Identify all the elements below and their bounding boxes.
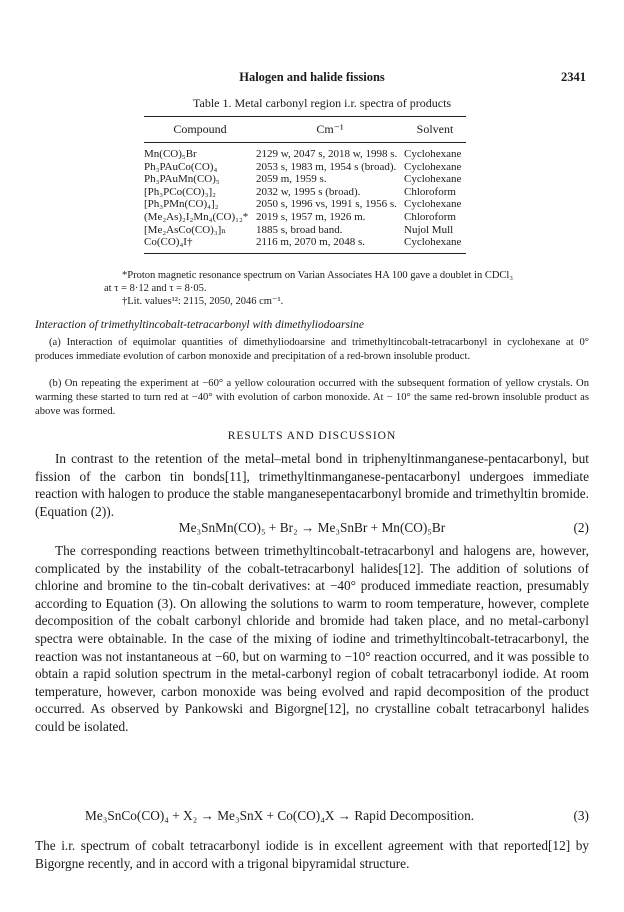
table-row [144, 161, 466, 174]
table-row [144, 186, 466, 199]
solvent-cell: Nujol Mull [404, 223, 454, 236]
equation-expression: Me₃SnCo(CO)₄ + X₂ → Me₃SnX + Co(CO)₄X → Rapid Decomposition. [85, 808, 475, 823]
table-caption: Table 1. Metal carbonyl region i.r. spectra of products [193, 96, 452, 110]
wavenumber-cell: 2116 m, 2070 m, 2048 s. [256, 236, 404, 253]
body-paragraph: The corresponding reactions between trimethyltincobalt-tetracarbonyl and halogens are, however, complicated by the instability of the cobalt-tetracarbonyl halides[12]. The addition of solutions of chlorine and bromine to the tin-cobalt derivatives: at −40° produced immediate reaction, presumably according to Equation (3). On allowing the solutions to warm to room temperature, however, complete decomposition of the cobalt carbonyl chloride and bromide had taken place, and no metal-carbonyl spectra were obtainable. In the case of the mixing of iodine and trimethyltincobalt-tetracarbonyl, the reaction was not instantaneous at −60, but on warming to −10° reaction occurred, and it was possible to obtain a rapid solution spectrum in the metal-carbonyl region of cobalt tetracarbonyl iodide. At room temperature, however, carbon monoxide was being evolved and rapid decomposition of the product occurred. As observed by Pankowski and Bigorgne[12], no crystalline cobalt tetracarbonyl halides could be isolated. [35, 543, 589, 734]
solvent-cell: Cyclohexane [404, 148, 462, 160]
compound-cell: Ph₃PAuCo(CO)₄ [144, 160, 218, 173]
table-row [144, 236, 466, 253]
compound-cell: [Ph₃PCo(CO)₃]₂ [144, 185, 217, 198]
wavenumber-cell: 2032 w, 1995 s (broad). [256, 185, 361, 198]
column-header-compound: Compound [144, 117, 256, 143]
compound-cell: [Me₂AsCo(CO)₃]ₙ [144, 223, 227, 236]
wavenumber-cell: 2129 w, 2047 s, 2018 w, 1998 s. [256, 148, 398, 160]
experiment-paragraph-b: (b) On repeating the experiment at −60° a yellow colouration occurred with the subsequent formation of yellow crystals. On warming these started to turn red at −40° with evolution of carbon monoxide. At − 10° the same red-brown insoluble product as above was formed. [35, 378, 589, 417]
ir-spectra-table [144, 116, 466, 254]
wavenumber-cell: 2050 s, 1996 vs, 1991 s, 1956 s. [256, 198, 397, 211]
table-row [144, 224, 466, 237]
page-number: 2341 [561, 70, 586, 84]
solvent-cell: Cyclohexane [404, 160, 462, 173]
solvent-cell: Chloroform [404, 185, 456, 198]
experiment-paragraph-a: (a) Interaction of equimolar quantities of dimethyliodoarsine and trimethyltincobalt-tetracarbonyl in cyclohexane at 0° produces immediate evolution of carbon monoxide and precipitation of a red-brown insoluble product. [35, 337, 589, 362]
table-row [144, 198, 466, 211]
table-row [144, 143, 466, 161]
running-head-title: Halogen and halide fissions [239, 70, 385, 84]
experimental-subheading: Interaction of trimethyltincobalt-tetracarbonyl with dimethyliodoarsine [35, 319, 364, 331]
compound-cell: Mn(CO)₅Br [144, 148, 197, 160]
solvent-cell: Chloroform [404, 210, 456, 223]
solvent-cell: Cyclohexane [404, 236, 466, 253]
table-footnote-literature: †Lit. values¹²: 2115, 2050, 2046 cm⁻¹. [122, 296, 284, 307]
wavenumber-cell: 1885 s, broad band. [256, 223, 343, 236]
table-row [144, 211, 466, 224]
body-paragraph: The i.r. spectrum of cobalt tetracarbonyl iodide is in excellent agreement with that reported[12] by Bigorgne recently, and in accord with a trigonal bipyramidal structure. [35, 838, 589, 871]
section-heading: RESULTS AND DISCUSSION [227, 430, 397, 442]
solvent-cell: Cyclohexane [404, 198, 462, 211]
wavenumber-cell: 2019 s, 1957 m, 1926 m. [256, 210, 366, 223]
compound-cell: Co(CO)₄I† [144, 236, 256, 253]
column-header-solvent: Solvent [404, 117, 466, 143]
compound-cell: (Me₂As)₂I₂Mn₄(CO)₁₂* [144, 210, 249, 223]
table-row [144, 173, 466, 186]
wavenumber-cell: 2059 m, 1959 s. [256, 173, 327, 186]
column-header-wavenumber: Cm⁻¹ [256, 117, 404, 143]
body-paragraph: In contrast to the retention of the metal–metal bond in triphenyltinmanganese-pentacarbonyl, but fission of the carbon tin bonds[11], trimethyltinmanganese-pentacarbonyl undergoes immediate reaction with halogen to produce the stable manganesepentacarbonyl bromide and trimethyltin bromide. (Equation (2)). [35, 451, 589, 519]
equation-number: (3) [573, 808, 589, 823]
compound-cell: Ph₃PAuMn(CO)₅ [144, 173, 220, 186]
compound-cell: [Ph₃PMn(CO)₄]₂ [144, 198, 219, 211]
equation-expression: Me₃SnMn(CO)₅ + Br₂ → Me₃SnBr + Mn(CO)₅Br [178, 520, 446, 535]
equation-number: (2) [573, 520, 589, 535]
solvent-cell: Cyclohexane [404, 173, 462, 186]
table-header-row [144, 117, 466, 143]
table-footnote-nmr: *Proton magnetic resonance spectrum on Varian Associates HA 100 gave a doublet in CDCl₃ at τ = 8·12 and τ = 8·05. [104, 270, 514, 294]
wavenumber-cell: 2053 s, 1983 m, 1954 s (broad). [256, 160, 397, 173]
